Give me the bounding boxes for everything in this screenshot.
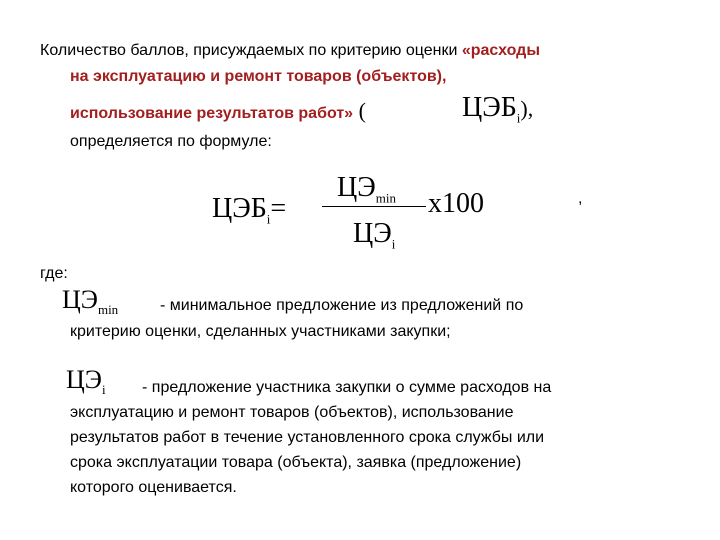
formula-den-sub: i (391, 236, 396, 252)
def2-line-3: результатов работ в течение установленного срока службы или (70, 429, 545, 446)
intro-line-1 (40, 40, 540, 62)
formula-num-sub: min (375, 190, 396, 206)
symbol-cebi (462, 92, 533, 135)
formula-denominator (353, 218, 395, 261)
def1-symbol-sub: min (97, 302, 119, 318)
intro-line-3 (70, 100, 366, 125)
close-paren: ), (520, 96, 534, 121)
where-label: где: (40, 265, 68, 282)
def1-line-2: критерию оценки, сделанных участниками закупки; (70, 323, 451, 340)
open-paren: ( (353, 98, 366, 123)
criterion-name-end: использование результатов работ» (70, 105, 354, 122)
criterion-name-start: «расходы (461, 42, 540, 59)
def1-line-1: - минимальное предложение из предложений по (160, 297, 524, 314)
def1-symbol-main: ЦЭ (62, 285, 98, 314)
formula-trailing-comma: , (578, 190, 583, 207)
formula-multiplier: х100 (428, 188, 484, 219)
formula-den-main: ЦЭ (353, 218, 392, 249)
def2-line-5: которого оценивается. (70, 479, 237, 496)
intro-text: Количество баллов, присуждаемых по критерию оценки (40, 42, 462, 59)
formula-lhs-main: ЦЭБ (212, 193, 267, 224)
symbol-cebi-sub: i (516, 110, 521, 126)
formula-lhs-sub: i (266, 211, 271, 227)
def2-line-4: срока эксплуатации товара (объекта), заявка (предложение) (70, 454, 522, 471)
def2-symbol (66, 365, 106, 405)
def2-line-2: эксплуатацию и ремонт товаров (объектов), использование (70, 404, 514, 421)
fraction-bar (322, 206, 426, 207)
formula-equals: = (270, 193, 287, 224)
intro-line-2: на эксплуатацию и ремонт товаров (объектов), (70, 68, 447, 85)
formula-lhs (212, 193, 286, 236)
intro-line-4: определяется по формуле: (70, 133, 272, 150)
def2-symbol-main: ЦЭ (66, 365, 102, 394)
formula-num-main: ЦЭ (337, 172, 376, 203)
def2-line-1: - предложение участника закупки о сумме расходов на (142, 379, 552, 396)
def1-symbol (62, 285, 118, 325)
symbol-cebi-main: ЦЭБ (462, 92, 517, 123)
formula-numerator (337, 172, 396, 215)
def2-symbol-sub: i (101, 382, 106, 398)
